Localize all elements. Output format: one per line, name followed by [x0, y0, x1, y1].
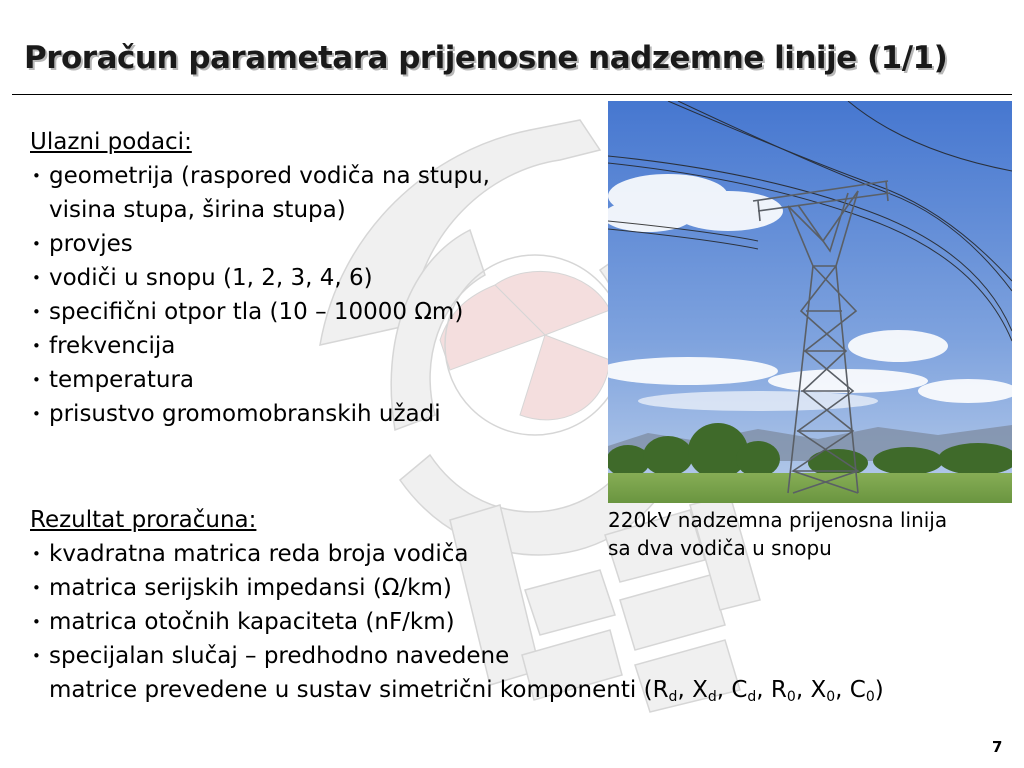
component-x-d: $X_d$ [692, 677, 717, 705]
bullet-icon: • [32, 269, 41, 287]
list-item-text: provjes [49, 231, 133, 257]
bullet-icon: • [32, 337, 41, 355]
list-item [30, 329, 490, 363]
list-item-text: matrica serijskih impedansi (Ω/km) [49, 575, 452, 601]
result-heading: Rezultat proračuna: [30, 507, 257, 533]
list-item [30, 261, 490, 295]
list-item [30, 227, 490, 261]
list-item-text: frekvencija [49, 333, 176, 359]
input-data-section [30, 125, 490, 431]
list-item-text: prisustvo gromomobranskih užadi [49, 401, 441, 427]
component-c-0: $C_0$ [849, 677, 875, 705]
page-number: 7 [992, 738, 1003, 756]
photo-caption [608, 506, 947, 562]
list-item-text: vodiči u snopu (1, 2, 3, 4, 6) [49, 265, 373, 291]
component-r-0: $R_0$ [770, 677, 796, 705]
list-item [30, 397, 490, 431]
list-item-text: matrica otočnih kapaciteta (nF/km) [49, 609, 455, 635]
bullet-icon: • [32, 405, 41, 423]
list-item-text: kvadratna matrica reda broja vodiča [49, 541, 469, 567]
input-data-heading: Ulazni podaci: [30, 129, 192, 155]
list-item-text: specifični otpor tla (10 – 10000 Ωm) [49, 299, 464, 325]
component-x-0: $X_0$ [810, 677, 836, 705]
bullet-icon: • [32, 235, 41, 253]
list-item-text: temperatura [49, 367, 195, 393]
list-item [30, 639, 884, 673]
list-item [30, 159, 490, 193]
list-item-text: geometrija (raspored vodiča na stupu, [49, 163, 490, 189]
bullet-icon: • [32, 647, 41, 665]
slide-title: Proračun parametara prijenosne nadzemne linije (1/1) [24, 40, 948, 76]
title-divider [12, 94, 1012, 95]
bullet-icon: • [32, 371, 41, 389]
list-item-text: specijalan slučaj – predhodno navedene [49, 643, 510, 669]
symmetric-components-line: matrice prevedene u sustav simetrični komponenti ($R_d$, $X_d$, $C_d$, $R_0$, $X_0$, $C_0$) [49, 677, 884, 705]
list-item [30, 571, 884, 605]
list-item-continuation: visina stupa, širina stupa) [49, 197, 346, 223]
bullet-icon: • [32, 579, 41, 597]
bullet-icon: • [32, 545, 41, 563]
bullet-icon: • [32, 303, 41, 321]
bullet-icon: • [32, 613, 41, 631]
list-item [30, 605, 884, 639]
caption-line-1: 220kV nadzemna prijenosna linija [608, 508, 948, 532]
list-item [30, 363, 490, 397]
caption-line-2: sa dva vodiča u snopu [608, 536, 832, 560]
component-r-d: $R_d$ [652, 677, 678, 705]
bullet-icon: • [32, 167, 41, 185]
component-c-d: $C_d$ [731, 677, 757, 705]
list-item [30, 295, 490, 329]
transmission-tower-photo [608, 101, 1012, 503]
continuation-text: matrice prevedene u sustav simetrični komponenti ( [49, 677, 653, 703]
